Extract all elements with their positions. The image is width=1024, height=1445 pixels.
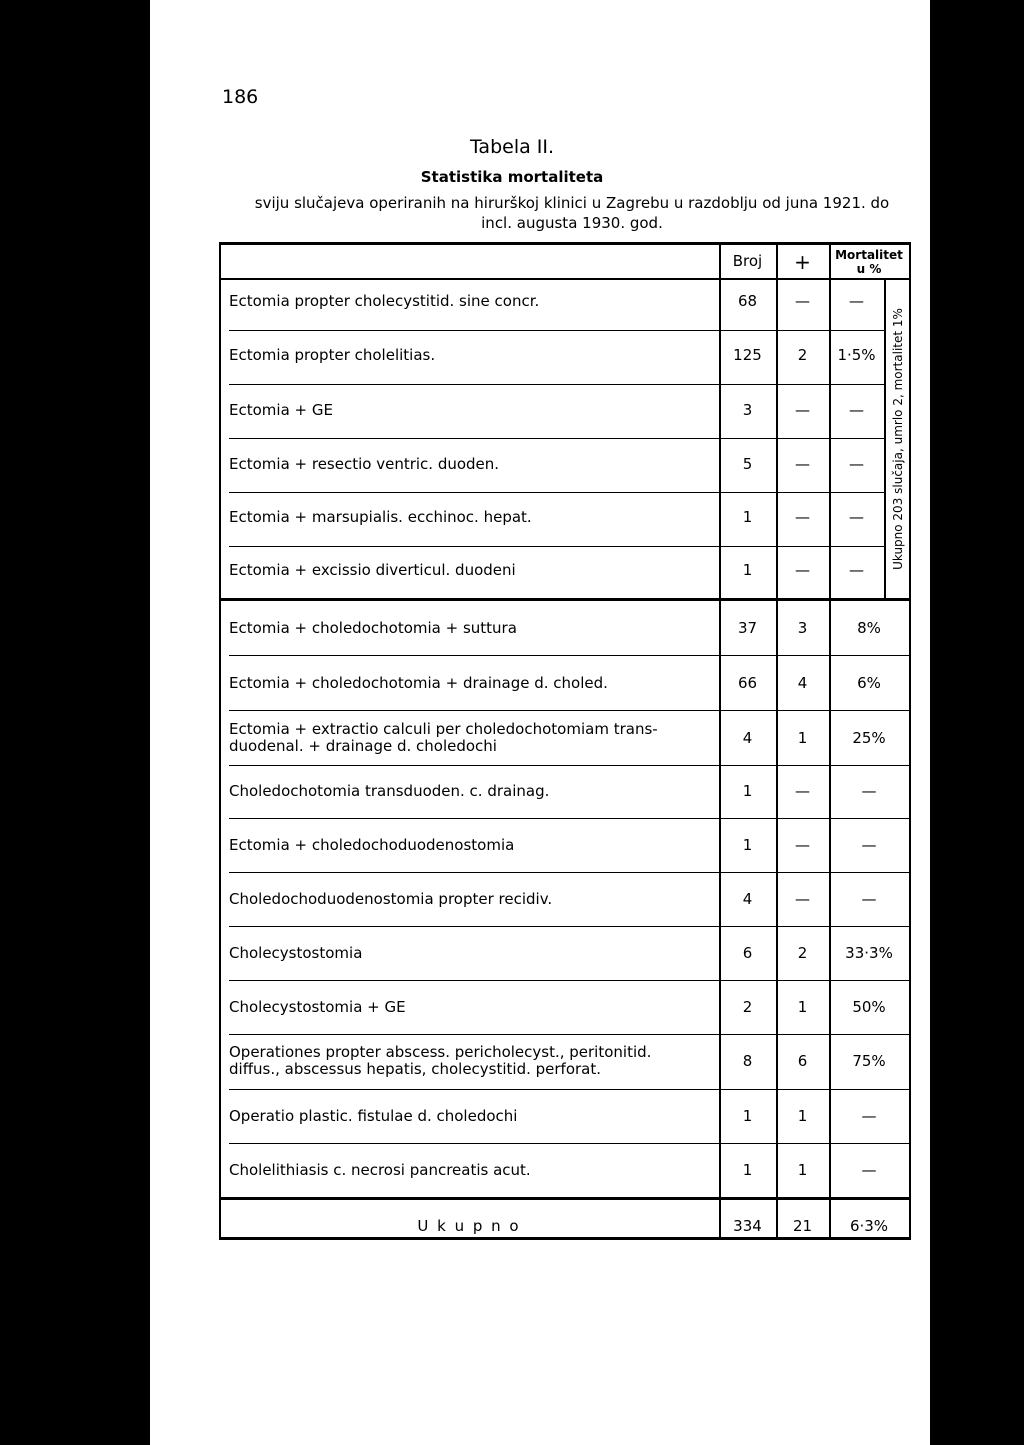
note-column-divider (884, 278, 886, 598)
row-label: Ectomia + choledochoduodenostomia (229, 836, 515, 854)
col-header-mortalitet: Mortalitet (835, 248, 903, 262)
row-broj: 3 (742, 401, 753, 419)
row-mortality: — (849, 508, 864, 526)
row-label: Ectomia + choledochotomia + suttura (229, 619, 517, 637)
row-mortality: 75% (852, 1052, 886, 1070)
column-divider (829, 1198, 831, 1238)
page-number: 186 (222, 86, 259, 108)
row-died: 1 (797, 729, 808, 747)
row-mortality: — (849, 455, 864, 473)
row-broj: 1 (742, 561, 753, 579)
row-died: 2 (797, 346, 808, 364)
total-label: U k u p n o (417, 1217, 521, 1235)
row-separator (229, 1143, 911, 1144)
row-died: 3 (797, 619, 808, 637)
row-died: — (795, 455, 810, 473)
row-mortality: 33·3% (845, 944, 893, 962)
row-died: — (795, 782, 810, 800)
row-separator (229, 926, 911, 927)
row-separator (229, 492, 884, 493)
row-mortality: — (849, 401, 864, 419)
subtitle-line-2: incl. augusta 1930. god. (481, 214, 663, 232)
row-broj: 4 (742, 890, 753, 908)
row-mortality: 8% (857, 619, 881, 637)
row-label: Operatio plastic. fistulae d. choledochi (229, 1107, 518, 1125)
row-mortality: — (861, 890, 877, 908)
header-separator (219, 278, 911, 280)
subtitle-line-1: sviju slučajeva operiranih na hirurškoj klinici u Zagrebu u razdoblju od juna 1921. do (254, 194, 890, 212)
row-label: Cholecystostomia (229, 944, 363, 962)
row-broj: 8 (742, 1052, 753, 1070)
group-separator (219, 598, 911, 601)
row-separator (229, 330, 884, 331)
row-mortality: — (849, 561, 864, 579)
row-mortality: 25% (852, 729, 886, 747)
table-right-border (909, 242, 911, 1240)
row-died: — (795, 508, 810, 526)
row-died: — (795, 292, 810, 310)
row-died: 1 (797, 1161, 808, 1179)
row-mortality: — (849, 292, 864, 310)
row-broj: 5 (742, 455, 753, 473)
row-mortality: 1·5% (837, 346, 876, 364)
row-label: Ectomia + GE (229, 401, 333, 419)
total-separator (219, 1197, 911, 1200)
row-separator (229, 980, 911, 981)
column-divider (776, 1198, 778, 1238)
row-separator (229, 872, 911, 873)
row-died: 1 (797, 998, 808, 1016)
row-broj: 1 (742, 1161, 753, 1179)
row-died: 2 (797, 944, 808, 962)
row-broj: 1 (742, 508, 753, 526)
row-died: — (795, 401, 810, 419)
row-label-continued: duodenal. + drainage d. choledochi (229, 737, 497, 755)
row-label: Ectomia + excissio diverticul. duodeni (229, 561, 516, 579)
row-died: — (795, 561, 810, 579)
row-died: — (795, 890, 810, 908)
row-label: Choledochoduodenostomia propter recidiv. (229, 890, 553, 908)
row-separator (229, 546, 884, 547)
row-label-continued: diffus., abscessus hepatis, cholecystitid. perforat. (229, 1060, 602, 1078)
row-separator (229, 384, 884, 385)
row-broj: 68 (737, 292, 758, 310)
row-label: Cholecystostomia + GE (229, 998, 406, 1016)
merged-mortality-note: Ukupno 203 slučaja, umrlo 2, mortalitet 1% (891, 308, 905, 570)
table-left-border (219, 242, 221, 1240)
row-died: 6 (797, 1052, 808, 1070)
table-top-border (219, 242, 911, 245)
row-mortality: — (861, 782, 877, 800)
row-label: Ectomia propter cholecystitid. sine concr. (229, 292, 540, 310)
row-label: Ectomia + extractio calculi per choledochotomiam trans- (229, 720, 658, 738)
row-mortality: — (861, 1161, 877, 1179)
row-mortality: 50% (852, 998, 886, 1016)
row-label: Ectomia propter cholelitias. (229, 346, 436, 364)
row-broj: 125 (733, 346, 762, 364)
row-label: Choledochotomia transduoden. c. drainag. (229, 782, 550, 800)
row-died: — (795, 836, 810, 854)
row-label: Operationes propter abscess. pericholecyst., peritonitid. (229, 1043, 652, 1061)
table-subtitle (222, 193, 922, 233)
row-broj: 66 (737, 674, 758, 692)
row-separator (229, 1089, 911, 1090)
total-broj: 334 (733, 1217, 762, 1235)
row-mortality: — (861, 1107, 877, 1125)
table-title: Tabela II. (469, 136, 555, 158)
row-mortality: 6% (857, 674, 881, 692)
row-broj: 1 (742, 782, 753, 800)
row-broj: 6 (742, 944, 753, 962)
row-died: 1 (797, 1107, 808, 1125)
column-divider (719, 598, 721, 1198)
row-broj: 1 (742, 1107, 753, 1125)
col-header-broj: Broj (732, 252, 763, 270)
row-broj: 37 (737, 619, 758, 637)
table-bottom-border (219, 1237, 911, 1240)
row-separator (229, 1034, 911, 1035)
column-divider (719, 1198, 721, 1238)
row-separator (229, 438, 884, 439)
table-heading: Statistika mortaliteta (420, 168, 604, 186)
row-separator (229, 818, 911, 819)
row-mortality: — (861, 836, 877, 854)
total-died: 21 (792, 1217, 813, 1235)
row-label: Ectomia + marsupialis. ecchinoc. hepat. (229, 508, 532, 526)
column-divider (776, 598, 778, 1198)
row-label: Ectomia + resectio ventric. duoden. (229, 455, 500, 473)
row-broj: 2 (742, 998, 753, 1016)
row-broj: 1 (742, 836, 753, 854)
total-mortality: 6·3% (849, 1217, 889, 1235)
row-label: Ectomia + choledochotomia + drainage d. choled. (229, 674, 608, 692)
row-separator (229, 710, 911, 711)
row-died: 4 (797, 674, 808, 692)
col-header-plus: + (794, 250, 811, 274)
row-separator (229, 765, 911, 766)
column-divider (829, 598, 831, 1198)
row-separator (229, 655, 911, 656)
col-header-mortalitet-unit: u % (856, 262, 882, 276)
row-label: Cholelithiasis c. necrosi pancreatis acut. (229, 1161, 531, 1179)
row-broj: 4 (742, 729, 753, 747)
